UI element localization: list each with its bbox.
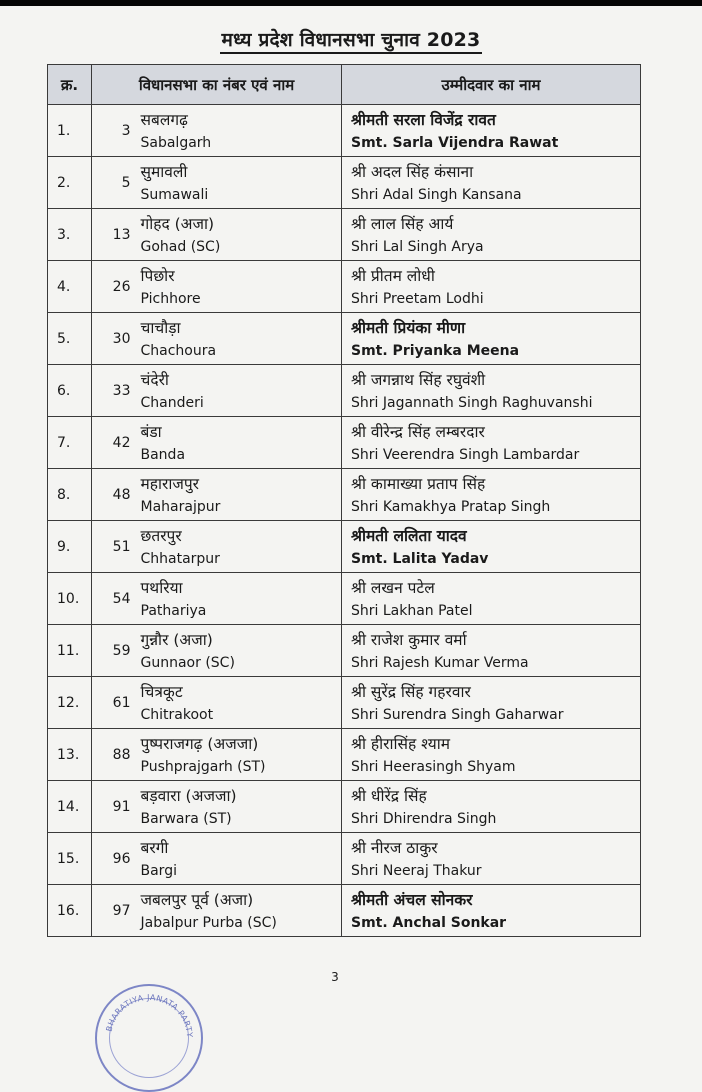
constituency-name-hindi: पिछोर — [140, 266, 175, 285]
constituency-name-hindi: बंडा — [140, 422, 162, 441]
serial-cell: 5. — [48, 313, 92, 365]
candidate-cell — [342, 469, 641, 521]
constituency-number: 59 — [92, 625, 137, 677]
candidate-name-hindi: श्री धीरेंद्र सिंह — [351, 786, 427, 805]
serial-cell: 7. — [48, 417, 92, 469]
table-row — [48, 157, 641, 209]
constituency-name-english: Sabalgarh — [140, 134, 212, 151]
top-edge-bar — [0, 0, 702, 6]
constituency-name-english: Pushprajgarh (ST) — [140, 758, 266, 775]
table-row — [48, 313, 641, 365]
table-row — [48, 729, 641, 781]
header-serial: क्र. — [48, 65, 92, 105]
candidate-name-english: Shri Kamakhya Pratap Singh — [351, 498, 551, 515]
serial-cell: 16. — [48, 885, 92, 937]
table-row — [48, 833, 641, 885]
constituency-number: 96 — [92, 833, 137, 885]
candidate-cell — [342, 781, 641, 833]
constituency-cell — [137, 469, 342, 521]
table-row — [48, 469, 641, 521]
candidate-cell — [342, 521, 641, 573]
serial-cell: 15. — [48, 833, 92, 885]
constituency-number: 33 — [92, 365, 137, 417]
serial-cell: 6. — [48, 365, 92, 417]
table-header-row — [48, 65, 641, 105]
table-row — [48, 365, 641, 417]
serial-cell: 11. — [48, 625, 92, 677]
constituency-name-english: Pichhore — [140, 290, 201, 307]
page-title — [0, 26, 702, 52]
constituency-name-hindi: चंदेरी — [140, 370, 169, 389]
serial-cell: 10. — [48, 573, 92, 625]
constituency-number: 61 — [92, 677, 137, 729]
serial-cell: 3. — [48, 209, 92, 261]
candidate-cell — [342, 313, 641, 365]
constituency-number: 13 — [92, 209, 137, 261]
candidate-name-english: Shri Neeraj Thakur — [351, 862, 482, 879]
table-row — [48, 105, 641, 157]
candidate-name-hindi: श्री हीरासिंह श्याम — [351, 734, 451, 753]
constituency-name-hindi: गुन्नौर (अजा) — [140, 630, 213, 649]
constituency-name-hindi: चित्रकूट — [140, 682, 183, 701]
constituency-cell — [137, 729, 342, 781]
candidate-cell — [342, 261, 641, 313]
constituency-number: 54 — [92, 573, 137, 625]
constituency-name-hindi: गोहद (अजा) — [140, 214, 215, 233]
constituency-name-english: Bargi — [140, 862, 177, 879]
constituency-name-english: Chitrakoot — [140, 706, 214, 723]
constituency-name-hindi: पथरिया — [140, 578, 183, 597]
candidate-name-hindi: श्री प्रीतम लोधी — [351, 266, 435, 285]
serial-cell: 2. — [48, 157, 92, 209]
candidate-cell — [342, 157, 641, 209]
constituency-cell — [137, 625, 342, 677]
header-constituency: विधानसभा का नंबर एवं नाम — [92, 65, 342, 105]
candidate-name-hindi: श्री वीरेन्द्र सिंह लम्बरदार — [351, 422, 485, 441]
serial-cell: 9. — [48, 521, 92, 573]
candidate-name-english: Shri Heerasingh Shyam — [351, 758, 516, 775]
party-seal-stamp — [95, 984, 203, 1092]
table-row — [48, 885, 641, 937]
candidate-name-hindi: श्री नीरज ठाकुर — [351, 838, 438, 857]
constituency-name-english: Chhatarpur — [140, 550, 220, 567]
constituency-name-english: Chanderi — [140, 394, 204, 411]
constituency-name-hindi: पुष्पराजगढ़ (अजजा) — [140, 734, 259, 753]
table-row — [48, 625, 641, 677]
constituency-number: 88 — [92, 729, 137, 781]
serial-cell: 1. — [48, 105, 92, 157]
candidate-table — [47, 64, 641, 937]
candidate-name-english: Shri Preetam Lodhi — [351, 290, 484, 307]
constituency-name-hindi: सबलगढ़ — [140, 110, 188, 129]
constituency-name-english: Gohad (SC) — [140, 238, 221, 255]
candidate-name-english: Shri Dhirendra Singh — [351, 810, 497, 827]
candidate-name-hindi: श्री जगन्नाथ सिंह रघुवंशी — [351, 370, 486, 389]
table-row — [48, 209, 641, 261]
constituency-cell — [137, 885, 342, 937]
constituency-number: 5 — [92, 157, 137, 209]
header-candidate: उम्मीदवार का नाम — [342, 65, 641, 105]
seal-text: BHARATIYA JANATA PARTY — [104, 992, 195, 1039]
constituency-cell — [137, 833, 342, 885]
constituency-number: 91 — [92, 781, 137, 833]
constituency-number: 3 — [92, 105, 137, 157]
candidate-name-hindi: श्री राजेश कुमार वर्मा — [351, 630, 467, 649]
candidate-name-english: Shri Lakhan Patel — [351, 602, 473, 619]
serial-cell: 8. — [48, 469, 92, 521]
table-row — [48, 781, 641, 833]
candidate-name-hindi: श्री अदल सिंह कंसाना — [351, 162, 474, 181]
constituency-name-english: Sumawali — [140, 186, 209, 203]
serial-cell: 12. — [48, 677, 92, 729]
candidate-name-hindi: श्री सुरेंद्र सिंह गहरवार — [351, 682, 471, 701]
constituency-name-hindi: छतरपुर — [140, 526, 182, 545]
candidate-cell — [342, 625, 641, 677]
constituency-number: 48 — [92, 469, 137, 521]
constituency-cell — [137, 781, 342, 833]
serial-cell: 14. — [48, 781, 92, 833]
svg-text:BHARATIYA JANATA PARTY — [105, 993, 195, 1038]
constituency-cell — [137, 313, 342, 365]
constituency-name-english: Maharajpur — [140, 498, 221, 515]
constituency-number: 26 — [92, 261, 137, 313]
constituency-cell — [137, 573, 342, 625]
seal-text-ring — [97, 986, 201, 1090]
constituency-name-english: Jabalpur Purba (SC) — [140, 914, 277, 931]
constituency-name-hindi: चाचौड़ा — [140, 318, 181, 337]
candidate-name-english: Shri Adal Singh Kansana — [351, 186, 522, 203]
page-title-text: मध्य प्रदेश विधानसभा चुनाव 2023 — [220, 29, 483, 54]
candidate-name-english: Smt. Priyanka Meena — [351, 342, 520, 359]
constituency-name-english: Chachoura — [140, 342, 217, 359]
candidate-name-hindi: श्री कामाख्या प्रताप सिंह — [351, 474, 486, 493]
constituency-name-english: Gunnaor (SC) — [140, 654, 235, 671]
constituency-cell — [137, 365, 342, 417]
candidate-name-hindi: श्रीमती सरला विजेंद्र रावत — [351, 110, 496, 129]
candidate-name-hindi: श्री लाल सिंह आर्य — [351, 214, 454, 233]
candidate-name-english: Smt. Anchal Sonkar — [351, 914, 507, 931]
constituency-cell — [137, 209, 342, 261]
candidate-cell — [342, 417, 641, 469]
candidate-cell — [342, 885, 641, 937]
candidate-name-english: Shri Surendra Singh Gaharwar — [351, 706, 564, 723]
constituency-number: 51 — [92, 521, 137, 573]
page-number: 3 — [331, 970, 339, 984]
serial-cell: 4. — [48, 261, 92, 313]
table-row — [48, 677, 641, 729]
candidate-name-hindi: श्रीमती अंचल सोनकर — [351, 890, 473, 909]
constituency-name-hindi: बड़वारा (अजजा) — [140, 786, 237, 805]
candidate-cell — [342, 729, 641, 781]
constituency-name-english: Pathariya — [140, 602, 207, 619]
candidate-name-english: Smt. Sarla Vijendra Rawat — [351, 134, 559, 151]
table-row — [48, 573, 641, 625]
table-row — [48, 521, 641, 573]
constituency-cell — [137, 521, 342, 573]
constituency-cell — [137, 157, 342, 209]
candidate-name-english: Shri Rajesh Kumar Verma — [351, 654, 529, 671]
constituency-name-english: Banda — [140, 446, 186, 463]
constituency-cell — [137, 105, 342, 157]
constituency-name-hindi: बरगी — [140, 838, 169, 857]
constituency-cell — [137, 417, 342, 469]
candidate-name-english: Shri Jagannath Singh Raghuvanshi — [351, 394, 593, 411]
constituency-cell — [137, 677, 342, 729]
table-row — [48, 261, 641, 313]
constituency-name-hindi: महाराजपुर — [140, 474, 200, 493]
serial-cell: 13. — [48, 729, 92, 781]
candidate-cell — [342, 209, 641, 261]
candidate-cell — [342, 833, 641, 885]
table-row — [48, 417, 641, 469]
constituency-number: 97 — [92, 885, 137, 937]
candidate-name-hindi: श्रीमती प्रियंका मीणा — [351, 318, 466, 337]
constituency-name-hindi: जबलपुर पूर्व (अजा) — [140, 890, 254, 909]
candidate-name-english: Shri Veerendra Singh Lambardar — [351, 446, 580, 463]
candidate-cell — [342, 365, 641, 417]
constituency-name-hindi: सुमावली — [140, 162, 188, 181]
candidate-name-hindi: श्रीमती ललिता यादव — [351, 526, 467, 545]
constituency-number: 42 — [92, 417, 137, 469]
constituency-cell — [137, 261, 342, 313]
candidate-cell — [342, 573, 641, 625]
candidate-name-hindi: श्री लखन पटेल — [351, 578, 435, 597]
candidate-cell — [342, 105, 641, 157]
candidate-cell — [342, 677, 641, 729]
table-body — [48, 105, 641, 937]
constituency-name-english: Barwara (ST) — [140, 810, 232, 827]
candidate-name-english: Smt. Lalita Yadav — [351, 550, 489, 567]
candidate-name-english: Shri Lal Singh Arya — [351, 238, 484, 255]
constituency-number: 30 — [92, 313, 137, 365]
